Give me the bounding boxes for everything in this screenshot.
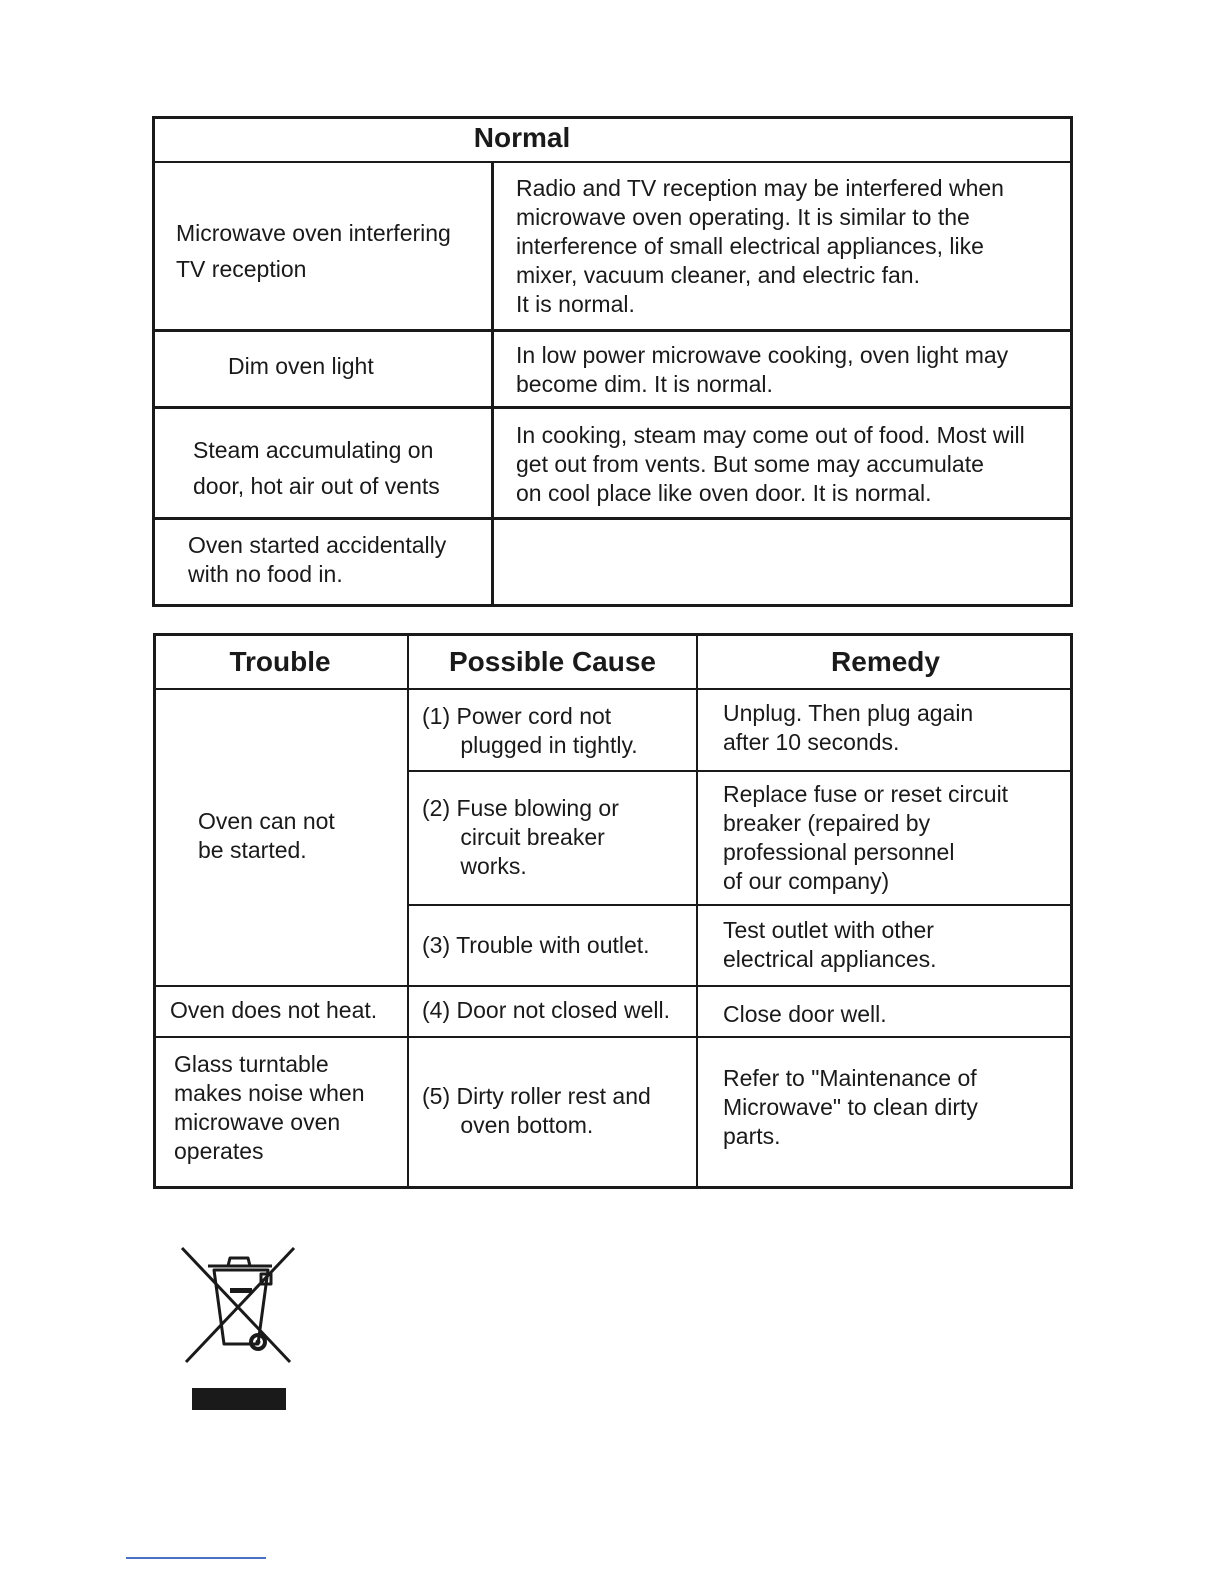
remedy: Test outlet with other electrical appliances. [723, 917, 937, 972]
normal-explanation: In low power microwave cooking, oven light may become dim. It is normal. [516, 342, 1009, 397]
normal-item: Oven started accidentally with no food in. [188, 532, 447, 587]
divider [152, 161, 1073, 163]
divider [153, 1036, 1073, 1038]
divider [153, 985, 1073, 987]
divider [407, 904, 1073, 906]
normal-explanation: Radio and TV reception may be interfered when microwave oven operating. It is similar to the interference of small electrical appliances, like mixer, vacuum cleaner, and electric fan. It is normal. [516, 175, 1004, 317]
header-trouble: Trouble [229, 646, 331, 677]
possible-cause: (1) Power cord not plugged in tightly. [422, 703, 638, 758]
remedy: Refer to "Maintenance of Microwave" to clean dirty parts. [723, 1065, 978, 1149]
trouble-item: Glass turntable makes noise when microwave oven operates [174, 1051, 365, 1164]
normal-table-title: Normal [473, 122, 571, 153]
remedy: Close door well. [723, 1001, 887, 1027]
crossed-out-wheelie-bin-icon [178, 1244, 298, 1368]
possible-cause: (4) Door not closed well. [422, 997, 670, 1023]
footer-rule [126, 1557, 266, 1559]
divider [696, 633, 698, 1189]
divider [152, 517, 1073, 520]
weee-bar [192, 1388, 286, 1410]
remedy: Unplug. Then plug again after 10 seconds. [723, 700, 974, 755]
possible-cause: (2) Fuse blowing or circuit breaker works. [422, 795, 619, 879]
divider [152, 329, 1073, 332]
divider [491, 161, 494, 607]
divider [152, 406, 1073, 409]
header-possible-cause: Possible Cause [449, 646, 656, 677]
divider [153, 688, 1073, 690]
divider [407, 770, 1073, 772]
normal-item: Steam accumulating on door, hot air out of vents [193, 437, 440, 499]
normal-explanation: In cooking, steam may come out of food. Most will get out from vents. But some may accumulate on cool place like oven door. It is normal. [516, 422, 1025, 506]
normal-item: Microwave oven interfering TV reception [176, 220, 451, 282]
divider [407, 633, 409, 1189]
possible-cause: (3) Trouble with outlet. [422, 932, 650, 958]
trouble-item: Oven does not heat. [170, 997, 378, 1023]
remedy: Replace fuse or reset circuit breaker (repaired by professional personnel of our company) [723, 781, 1009, 894]
normal-item: Dim oven light [228, 353, 374, 379]
header-remedy: Remedy [831, 646, 940, 677]
possible-cause: (5) Dirty roller rest and oven bottom. [422, 1083, 651, 1138]
trouble-item: Oven can not be started. [198, 808, 335, 863]
